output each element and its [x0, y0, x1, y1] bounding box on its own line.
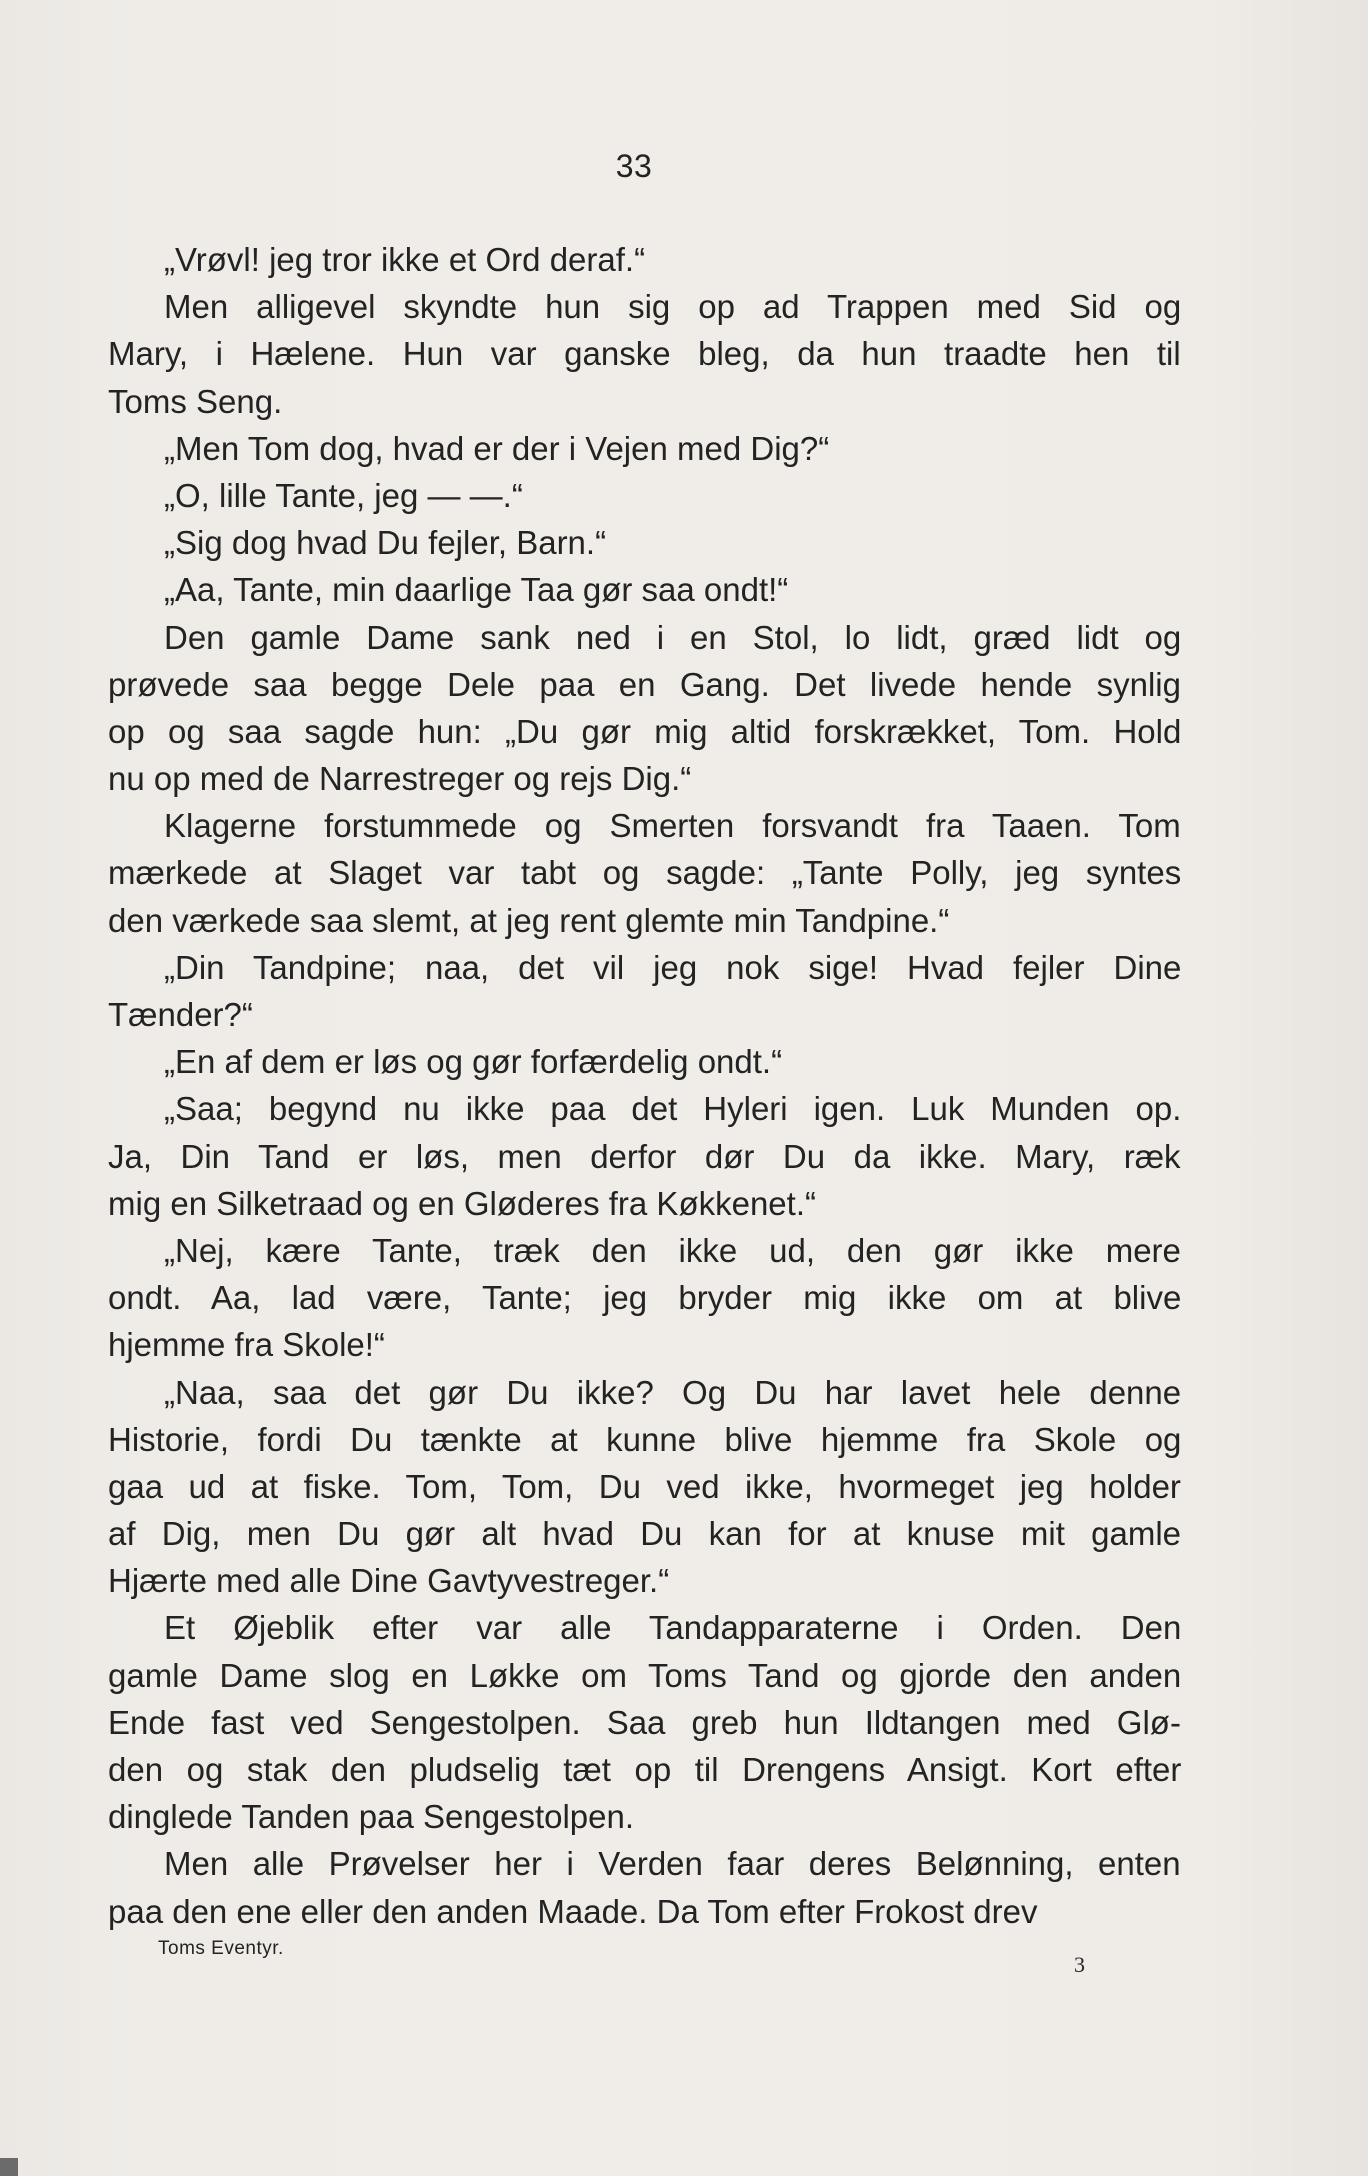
- text-line: Den gamle Dame sank ned i en Stol, lo lidt, græd lidt og: [164, 618, 1182, 656]
- text-line: Hjærte med alle Dine Gavtyvestreger.“: [108, 1562, 670, 1600]
- text-line: op og saa sagde hun: „Du gør mig altid forskrækket, Tom. Hold: [108, 712, 1182, 750]
- text-line: hjemme fra Skole!“: [108, 1326, 385, 1364]
- page-number: 33: [615, 148, 653, 184]
- text-line: mig en Silketraad og en Gløderes fra Køkkenet.“: [108, 1184, 816, 1222]
- text-line: Men alle Prøvelser her i Verden faar deres Belønning, enten: [164, 1845, 1181, 1883]
- text-line: den og stak den pludselig tæt op til Drengens Ansigt. Kort efter: [108, 1751, 1182, 1788]
- text-line: Et Øjeblik efter var alle Tandapparaterne i Orden. Den: [164, 1609, 1182, 1647]
- text-line: nu op med de Narrestreger og rejs Dig.“: [108, 760, 692, 798]
- footer-signature-mark: 3: [1074, 1952, 1085, 1977]
- text-line: Men alligevel skyndte hun sig op ad Trappen med Sid og: [164, 288, 1182, 326]
- scan-corner-mark: [0, 2158, 18, 2176]
- body-text: [108, 236, 1181, 1935]
- footer-book-title: Toms Eventyr.: [158, 1938, 284, 1959]
- text-line: „Nej, kære Tante, træk den ikke ud, den gør ikke mere: [164, 1231, 1181, 1269]
- text-line: prøvede saa begge Dele paa en Gang. Det livede hende synlig: [108, 665, 1181, 703]
- text-line: „Naa, saa det gør Du ikke? Og Du har lavet hele denne: [164, 1373, 1182, 1411]
- text-line: „Aa, Tante, min daarlige Taa gør saa ondt!“: [164, 571, 789, 609]
- text-line: ondt. Aa, lad være, Tante; jeg bryder mig ikke om at blive: [108, 1279, 1182, 1317]
- text-line: „Men Tom dog, hvad er der i Vejen med Dig?“: [164, 429, 830, 467]
- text-line: mærkede at Slaget var tabt og sagde: „Tante Polly, jeg syntes: [108, 854, 1182, 892]
- text-line: gaa ud at fiske. Tom, Tom, Du ved ikke, hvormeget jeg holder: [108, 1467, 1181, 1505]
- text-line: Mary, i Hælene. Hun var ganske bleg, da hun traadte hen til: [108, 335, 1181, 373]
- text-line: den værkede saa slemt, at jeg rent glemte min Tandpine.“: [108, 901, 950, 939]
- text-line: „En af dem er løs og gør forfærdelig ondt.“: [164, 1043, 783, 1081]
- text-line: „Vrøvl! jeg tror ikke et Ord deraf.“: [164, 241, 646, 278]
- text-line: Historie, fordi Du tænkte at kunne blive hjemme fra Skole og: [108, 1420, 1182, 1458]
- text-line: af Dig, men Du gør alt hvad Du kan for at knuse mit gamle: [108, 1515, 1182, 1553]
- text-line: Toms Seng.: [108, 382, 283, 420]
- text-line: paa den ene eller den anden Maade. Da Tom efter Frokost drev: [108, 1892, 1038, 1930]
- text-line: Ja, Din Tand er løs, men derfor dør Du da ikke. Mary, ræk: [108, 1137, 1181, 1175]
- text-line: gamle Dame slog en Løkke om Toms Tand og gjorde den anden: [108, 1656, 1182, 1694]
- text-line: „Sig dog hvad Du fejler, Barn.“: [164, 524, 607, 562]
- text-line: Klagerne forstummede og Smerten forsvandt fra Taaen. Tom: [164, 807, 1181, 845]
- text-line: „O, lille Tante, jeg — —.“: [164, 476, 523, 514]
- text-line: „Saa; begynd nu ikke paa det Hyleri igen. Luk Munden op.: [164, 1090, 1182, 1128]
- text-line: Ende fast ved Sengestolpen. Saa greb hun Ildtangen med Glø-: [108, 1703, 1181, 1741]
- text-line: „Din Tandpine; naa, det vil jeg nok sige! Hvad fejler Dine: [164, 948, 1182, 986]
- text-line: Tænder?“: [108, 996, 253, 1033]
- text-line: dinglede Tanden paa Sengestolpen.: [108, 1798, 635, 1836]
